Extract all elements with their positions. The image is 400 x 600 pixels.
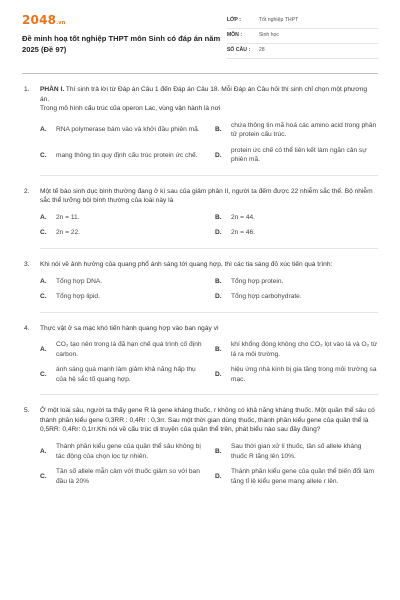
meta-key: LỚP : [226, 17, 241, 24]
answer-option[interactable] [40, 228, 203, 238]
question-number: 1. [24, 86, 30, 93]
answer-option[interactable] [215, 228, 378, 238]
question-body [40, 260, 378, 313]
answer-option[interactable] [40, 121, 203, 140]
question-body [40, 324, 378, 396]
option-text: CO₂ tạo nên trong lá đã hạn chế quá trình cố định carbon. [56, 341, 202, 358]
option-letter: C. [40, 472, 47, 480]
question-3 [22, 260, 378, 313]
option-text: Thành phần kiểu gene của quần thể sâu không bị tác động của chọn lọc tự nhiên. [56, 443, 201, 460]
question-divider [40, 394, 378, 395]
answer-options [40, 121, 378, 165]
option-text: khí khổng đóng không cho CO₂ lọt vào lá và O₂ từ lá ra môi trường. [231, 341, 378, 358]
answer-option[interactable] [40, 213, 203, 223]
question-stem: Ở một loài sâu, người ta thấy gene R là gene kháng thuốc, r không có khả năng kháng thuốc. Một quần thể sâu có thành phần kiểu gene 0,3RR : 0,4Rr : 0,3rr. Sau một thời gian dùng thuốc, thành phần kiểu gene của quần thể là 0,5RR: 0,4Rr: 0,1rr.Khi nói về cấu trúc di truyền của quần thể trên, phát biểu nào sau đây đúng? [40, 407, 375, 434]
option-text: 2n = 22. [56, 229, 81, 237]
option-text: Sau thời gian xử lí thuốc, tần số allele kháng thuốc R tăng lên 10%. [231, 443, 362, 460]
option-letter: B. [215, 213, 222, 221]
question-stem: Khi nói về ảnh hưởng của quang phổ ánh sáng tới quang hợp, thì các tia sáng đỏ xúc tiến quá trình: [40, 261, 333, 269]
question-1 [22, 85, 378, 176]
option-letter: C. [40, 371, 47, 379]
option-letter: B. [215, 447, 222, 455]
answer-option[interactable] [40, 277, 203, 287]
option-letter: C. [40, 151, 47, 159]
meta-key: MÔN : [226, 32, 243, 39]
option-letter: A. [40, 126, 47, 134]
option-letter: B. [215, 126, 222, 134]
option-text: 2n = 46. [231, 229, 256, 237]
answer-option[interactable] [215, 467, 378, 486]
question-text [40, 324, 378, 334]
meta-row-count [227, 44, 378, 59]
option-letter: D. [215, 371, 222, 379]
option-text: 2n = 11. [56, 213, 80, 221]
answer-option[interactable] [215, 146, 378, 165]
answer-option[interactable] [215, 292, 378, 302]
answer-option[interactable] [215, 277, 378, 287]
option-text: protein ức chế có thể liên kết làm ngăn cản sự phiên mã. [231, 146, 367, 164]
option-letter: A. [40, 277, 47, 285]
option-text: 2n = 44. [231, 213, 256, 221]
question-list [22, 85, 378, 486]
option-text: Tổng hợp lipid. [56, 293, 100, 301]
question-text [40, 187, 378, 206]
question-text [40, 85, 378, 104]
option-text: Tổng hợp protein. [231, 277, 284, 285]
question-prompt: Trong mô hình cấu trúc của operon Lac, vùng vận hành là nơi [40, 105, 221, 113]
title-block [22, 14, 227, 55]
option-text: mang thông tin quy định cấu trúc protein ức chế. [56, 151, 198, 159]
option-letter: B. [215, 277, 222, 285]
question-divider [40, 312, 378, 313]
question-stem: Một tế bào sinh dục bình thường đang ở kì sau của giảm phân II, người ta đếm được 22 nhiễm sắc thể. Bộ nhiễm sắc thể lưỡng bội bình thường của loài này là [40, 187, 373, 205]
question-text [40, 406, 378, 435]
question-divider [40, 248, 378, 249]
answer-options [40, 442, 378, 486]
answer-option[interactable] [40, 292, 203, 302]
question-body [40, 187, 378, 249]
option-letter: D. [215, 472, 222, 480]
document-title: Đề minh hoạ tốt nghiệp THPT môn Sinh có đáp án năm 2025 (Đề 97) [22, 34, 221, 54]
option-text: Tổng hợp DNA. [56, 277, 103, 285]
answer-option[interactable] [40, 467, 203, 486]
answer-option[interactable] [40, 365, 203, 384]
option-letter: A. [40, 345, 47, 353]
question-4 [22, 324, 378, 396]
option-text: Tổng hợp carbohydrate. [231, 293, 302, 301]
meta-value: Tốt nghiệp THPT [258, 17, 299, 24]
answer-option[interactable] [40, 340, 203, 359]
document-header [22, 14, 378, 59]
meta-table [227, 14, 378, 59]
question-stem: Thực vật ở sa mạc khó tiến hành quang hợp vào ban ngày vì [40, 324, 219, 332]
option-letter: D. [215, 293, 222, 301]
answer-option[interactable] [215, 442, 378, 461]
option-letter: A. [40, 447, 47, 455]
meta-value: Sinh học [258, 32, 280, 39]
meta-value: 28 [258, 47, 265, 54]
part-label: PHẦN I. [40, 86, 65, 93]
meta-row-class [227, 14, 378, 29]
question-number: 3. [24, 261, 30, 269]
option-letter: C. [40, 229, 47, 237]
header-divider [22, 73, 378, 74]
answer-option[interactable] [40, 146, 203, 165]
option-letter: D. [215, 229, 222, 237]
option-text: hiệu ứng nhà kính bị gia tăng trong môi trường sa mạc. [231, 366, 377, 383]
question-divider [40, 175, 378, 176]
answer-options [40, 277, 378, 302]
question-number: 2. [24, 187, 30, 195]
option-text: Thành phần kiểu gene của quần thể biến đổi làm tăng tỉ lệ kiểu gene mang allele r lên. [231, 468, 374, 485]
answer-options [40, 340, 378, 384]
option-letter: B. [215, 345, 222, 353]
option-text: chứa thông tin mã hoá các amino acid trong phân tử protein cấu trúc. [231, 121, 377, 139]
question-text [40, 260, 378, 270]
answer-option[interactable] [215, 365, 378, 384]
site-logo[interactable]: 2048.vn [22, 13, 66, 27]
question-number: 5. [24, 407, 30, 415]
option-text: Tần số allele mẫn cảm với thuốc giảm so với ban đầu là 20% [56, 468, 200, 485]
question-5 [22, 406, 378, 486]
option-letter: C. [40, 293, 47, 301]
answer-options [40, 213, 378, 238]
option-text: ánh sáng quá mạnh làm giảm khả năng hấp thụ của hệ sắc tố quang hợp. [56, 366, 196, 383]
question-number: 4. [24, 324, 30, 332]
option-letter: D. [215, 151, 222, 159]
question-stem: Thí sinh trả lời từ Đáp án Câu 1 đến Đáp án Câu 18. Mỗi Đáp án Câu hỏi thí sinh chỉ chọn một phương án. [40, 86, 368, 103]
option-letter: A. [40, 213, 47, 221]
question-body [40, 85, 378, 176]
meta-row-subject [227, 29, 378, 44]
answer-option[interactable] [40, 442, 203, 461]
meta-key: SỐ CÂU : [226, 47, 251, 54]
answer-option[interactable] [215, 340, 378, 359]
answer-option[interactable] [215, 213, 378, 223]
question-body [40, 406, 378, 486]
answer-option[interactable] [215, 121, 378, 140]
question-2 [22, 187, 378, 249]
option-text: RNA polymerase bám vào và khởi đầu phiên mã. [56, 126, 200, 134]
